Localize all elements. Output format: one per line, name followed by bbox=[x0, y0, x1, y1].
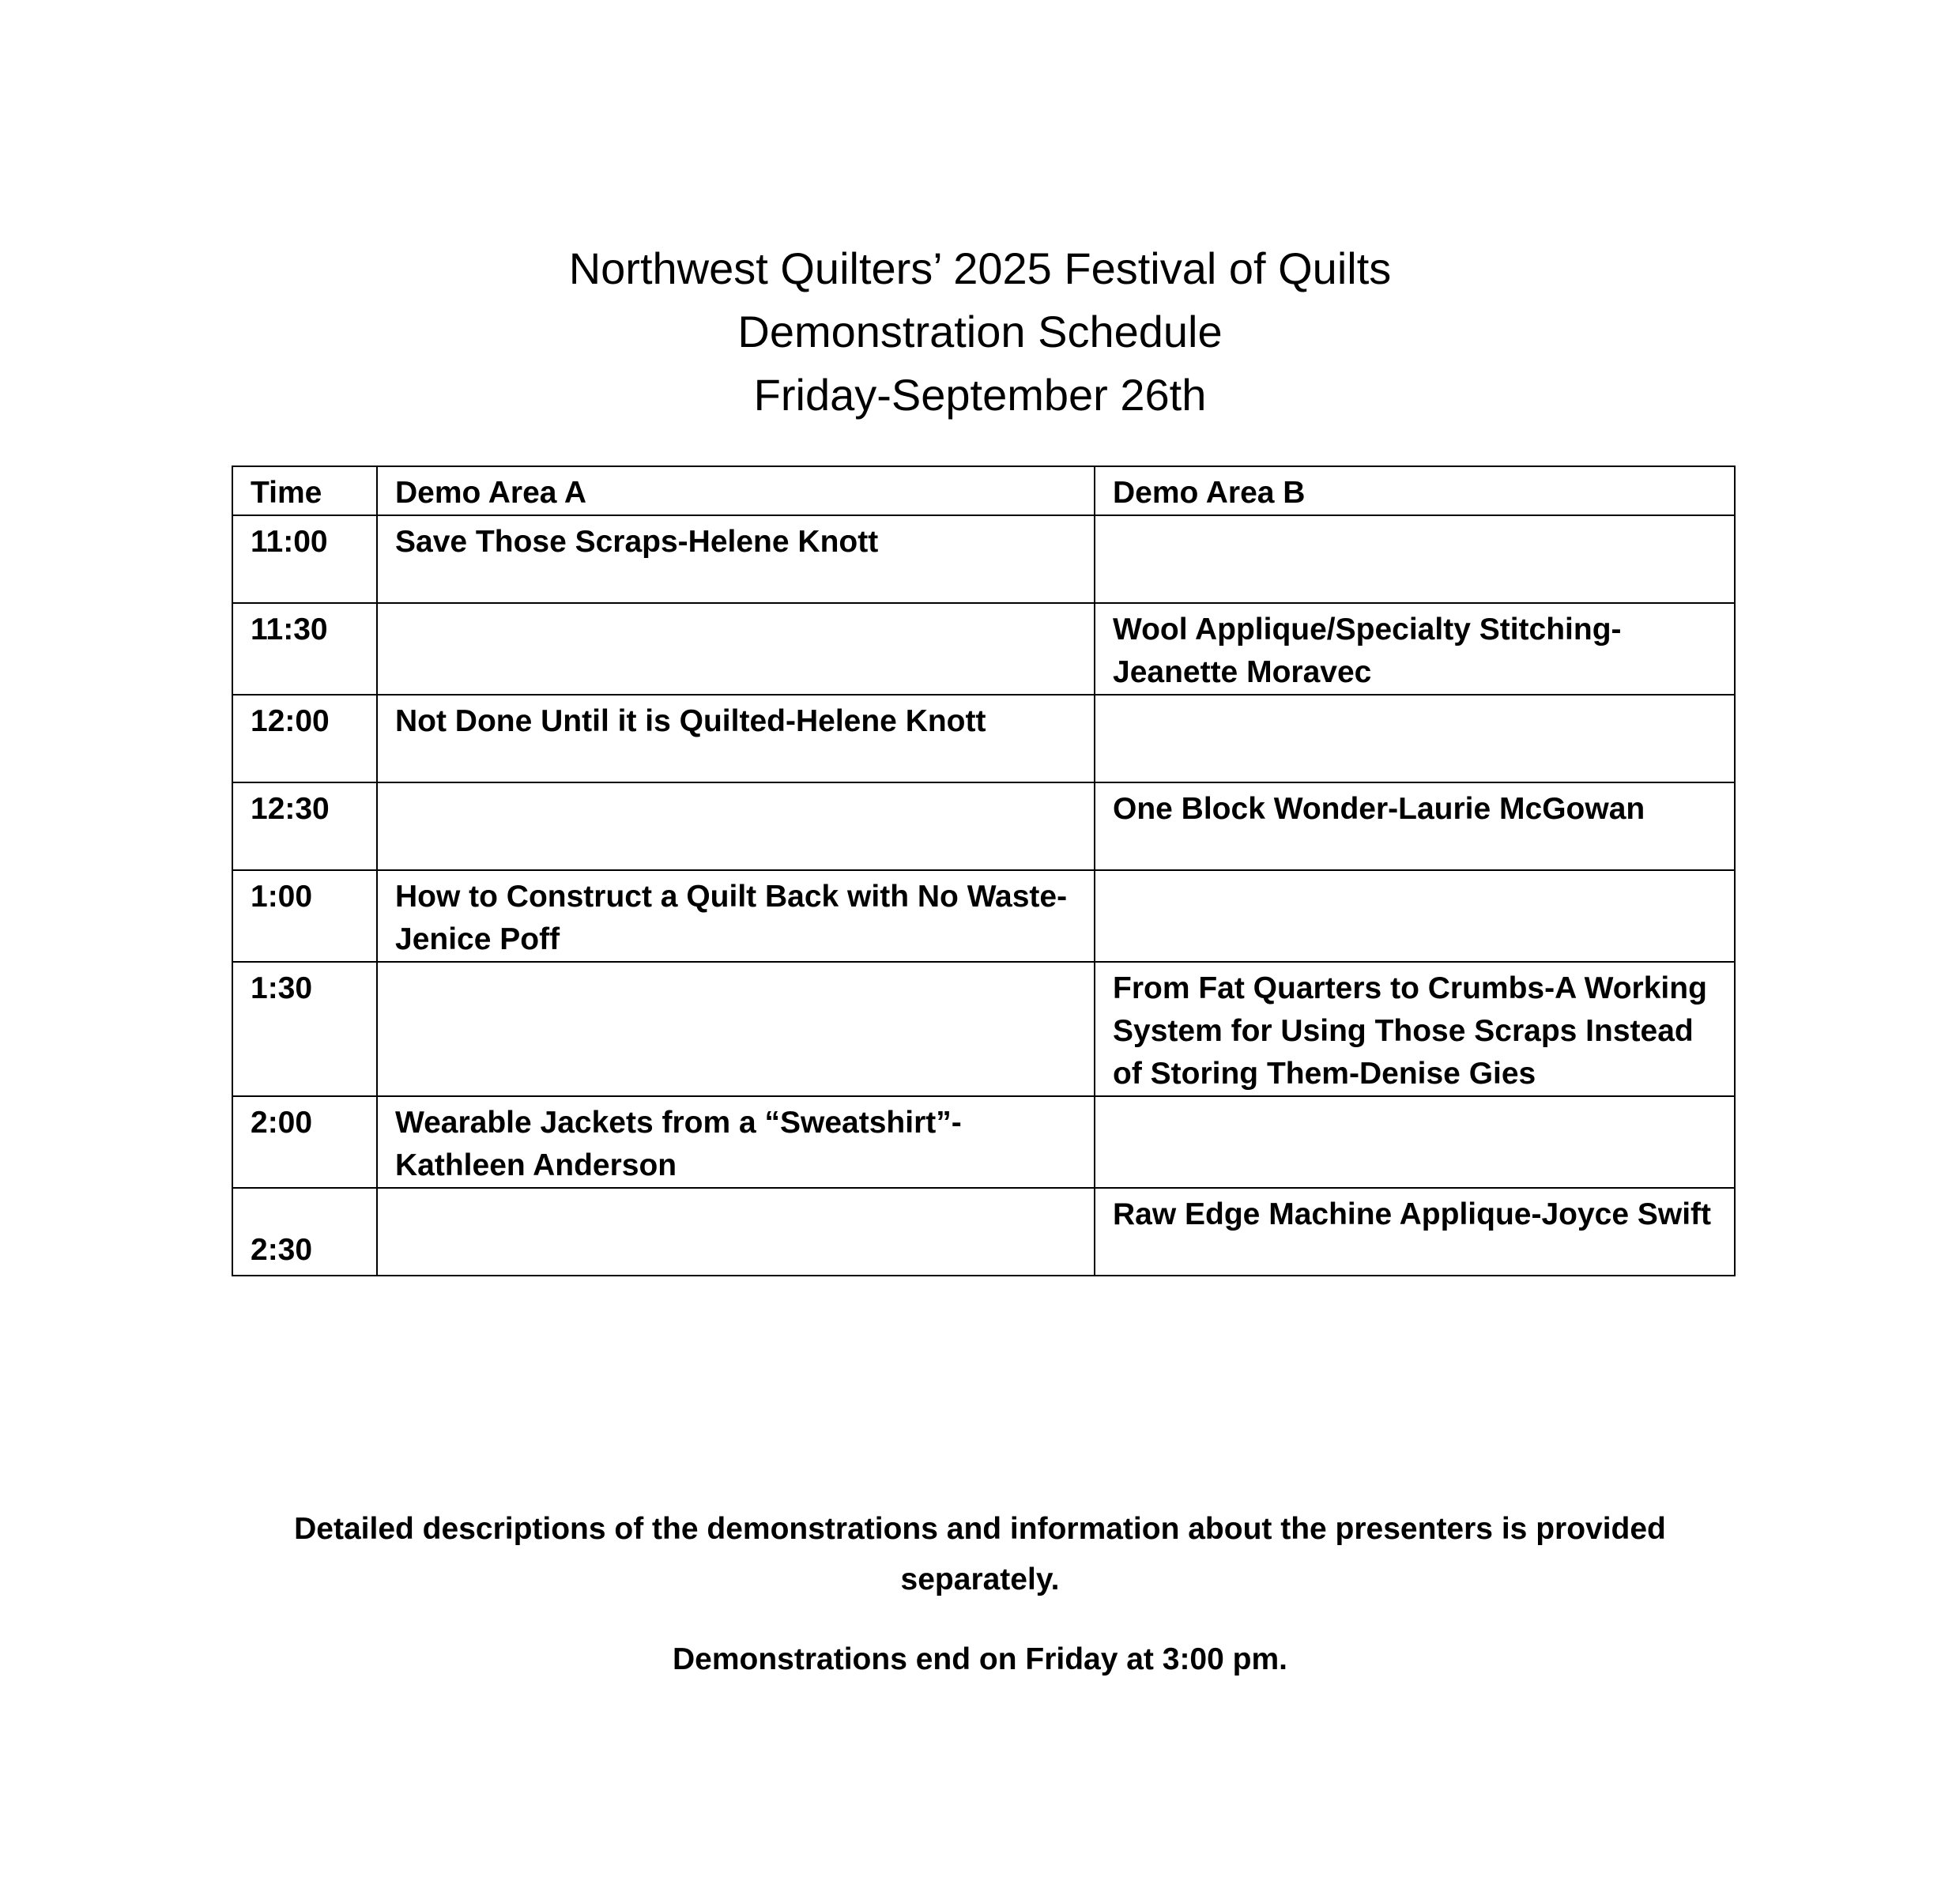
table-row bbox=[232, 603, 1735, 695]
document-title bbox=[0, 237, 1960, 427]
area-b-cell bbox=[1095, 1096, 1735, 1188]
area-a-cell: Not Done Until it is Quilted-Helene Knott bbox=[377, 695, 1095, 782]
time-cell: 12:30 bbox=[232, 782, 377, 870]
area-a-cell: How to Construct a Quilt Back with No Waste-Jenice Poff bbox=[377, 870, 1095, 962]
time-cell: 12:00 bbox=[232, 695, 377, 782]
area-a-cell: Save Those Scraps-Helene Knott bbox=[377, 515, 1095, 603]
time-cell: 1:30 bbox=[232, 962, 377, 1096]
area-b-cell bbox=[1095, 695, 1735, 782]
table-row bbox=[232, 695, 1735, 782]
time-cell: 1:00 bbox=[232, 870, 377, 962]
area-a-cell bbox=[377, 782, 1095, 870]
area-a-cell bbox=[377, 603, 1095, 695]
table-row bbox=[232, 1096, 1735, 1188]
time-cell: 11:00 bbox=[232, 515, 377, 603]
end-time-note: Demonstrations end on Friday at 3:00 pm. bbox=[673, 1642, 1287, 1676]
table-row bbox=[232, 962, 1735, 1096]
demo-schedule-table bbox=[232, 466, 1736, 1276]
area-a-cell bbox=[377, 1188, 1095, 1276]
table-row bbox=[232, 870, 1735, 962]
area-b-cell: Wool Applique/Specialty Stitching-Jeanette Moravec bbox=[1095, 603, 1735, 695]
area-b-cell bbox=[1095, 515, 1735, 603]
table-header-row bbox=[232, 466, 1735, 515]
table-row bbox=[232, 1188, 1735, 1276]
title-line-date: Friday-September 26th bbox=[753, 370, 1207, 420]
header-time: Time bbox=[232, 466, 377, 515]
area-b-cell: From Fat Quarters to Crumbs-A Working System for Using Those Scraps Instead of Storing Them-Denise Gies bbox=[1095, 962, 1735, 1096]
title-line-event: Northwest Quilters’ 2025 Festival of Quilts bbox=[568, 243, 1392, 293]
table-row bbox=[232, 515, 1735, 603]
table-row bbox=[232, 782, 1735, 870]
area-b-cell: Raw Edge Machine Applique-Joyce Swift bbox=[1095, 1188, 1735, 1276]
header-demo-area-b: Demo Area B bbox=[1095, 466, 1735, 515]
area-a-cell: Wearable Jackets from a “Sweatshirt”-Kathleen Anderson bbox=[377, 1096, 1095, 1188]
header-demo-area-a: Demo Area A bbox=[377, 466, 1095, 515]
time-cell: 11:30 bbox=[232, 603, 377, 695]
area-a-cell bbox=[377, 962, 1095, 1096]
area-b-cell: One Block Wonder-Laurie McGowan bbox=[1095, 782, 1735, 870]
title-line-schedule: Demonstration Schedule bbox=[737, 307, 1223, 356]
time-cell: 2:00 bbox=[232, 1096, 377, 1188]
time-cell: 2:30 bbox=[232, 1188, 377, 1276]
area-b-cell bbox=[1095, 870, 1735, 962]
descriptions-note: Detailed descriptions of the demonstrations and information about the presenters is provided separately. bbox=[294, 1512, 1666, 1596]
